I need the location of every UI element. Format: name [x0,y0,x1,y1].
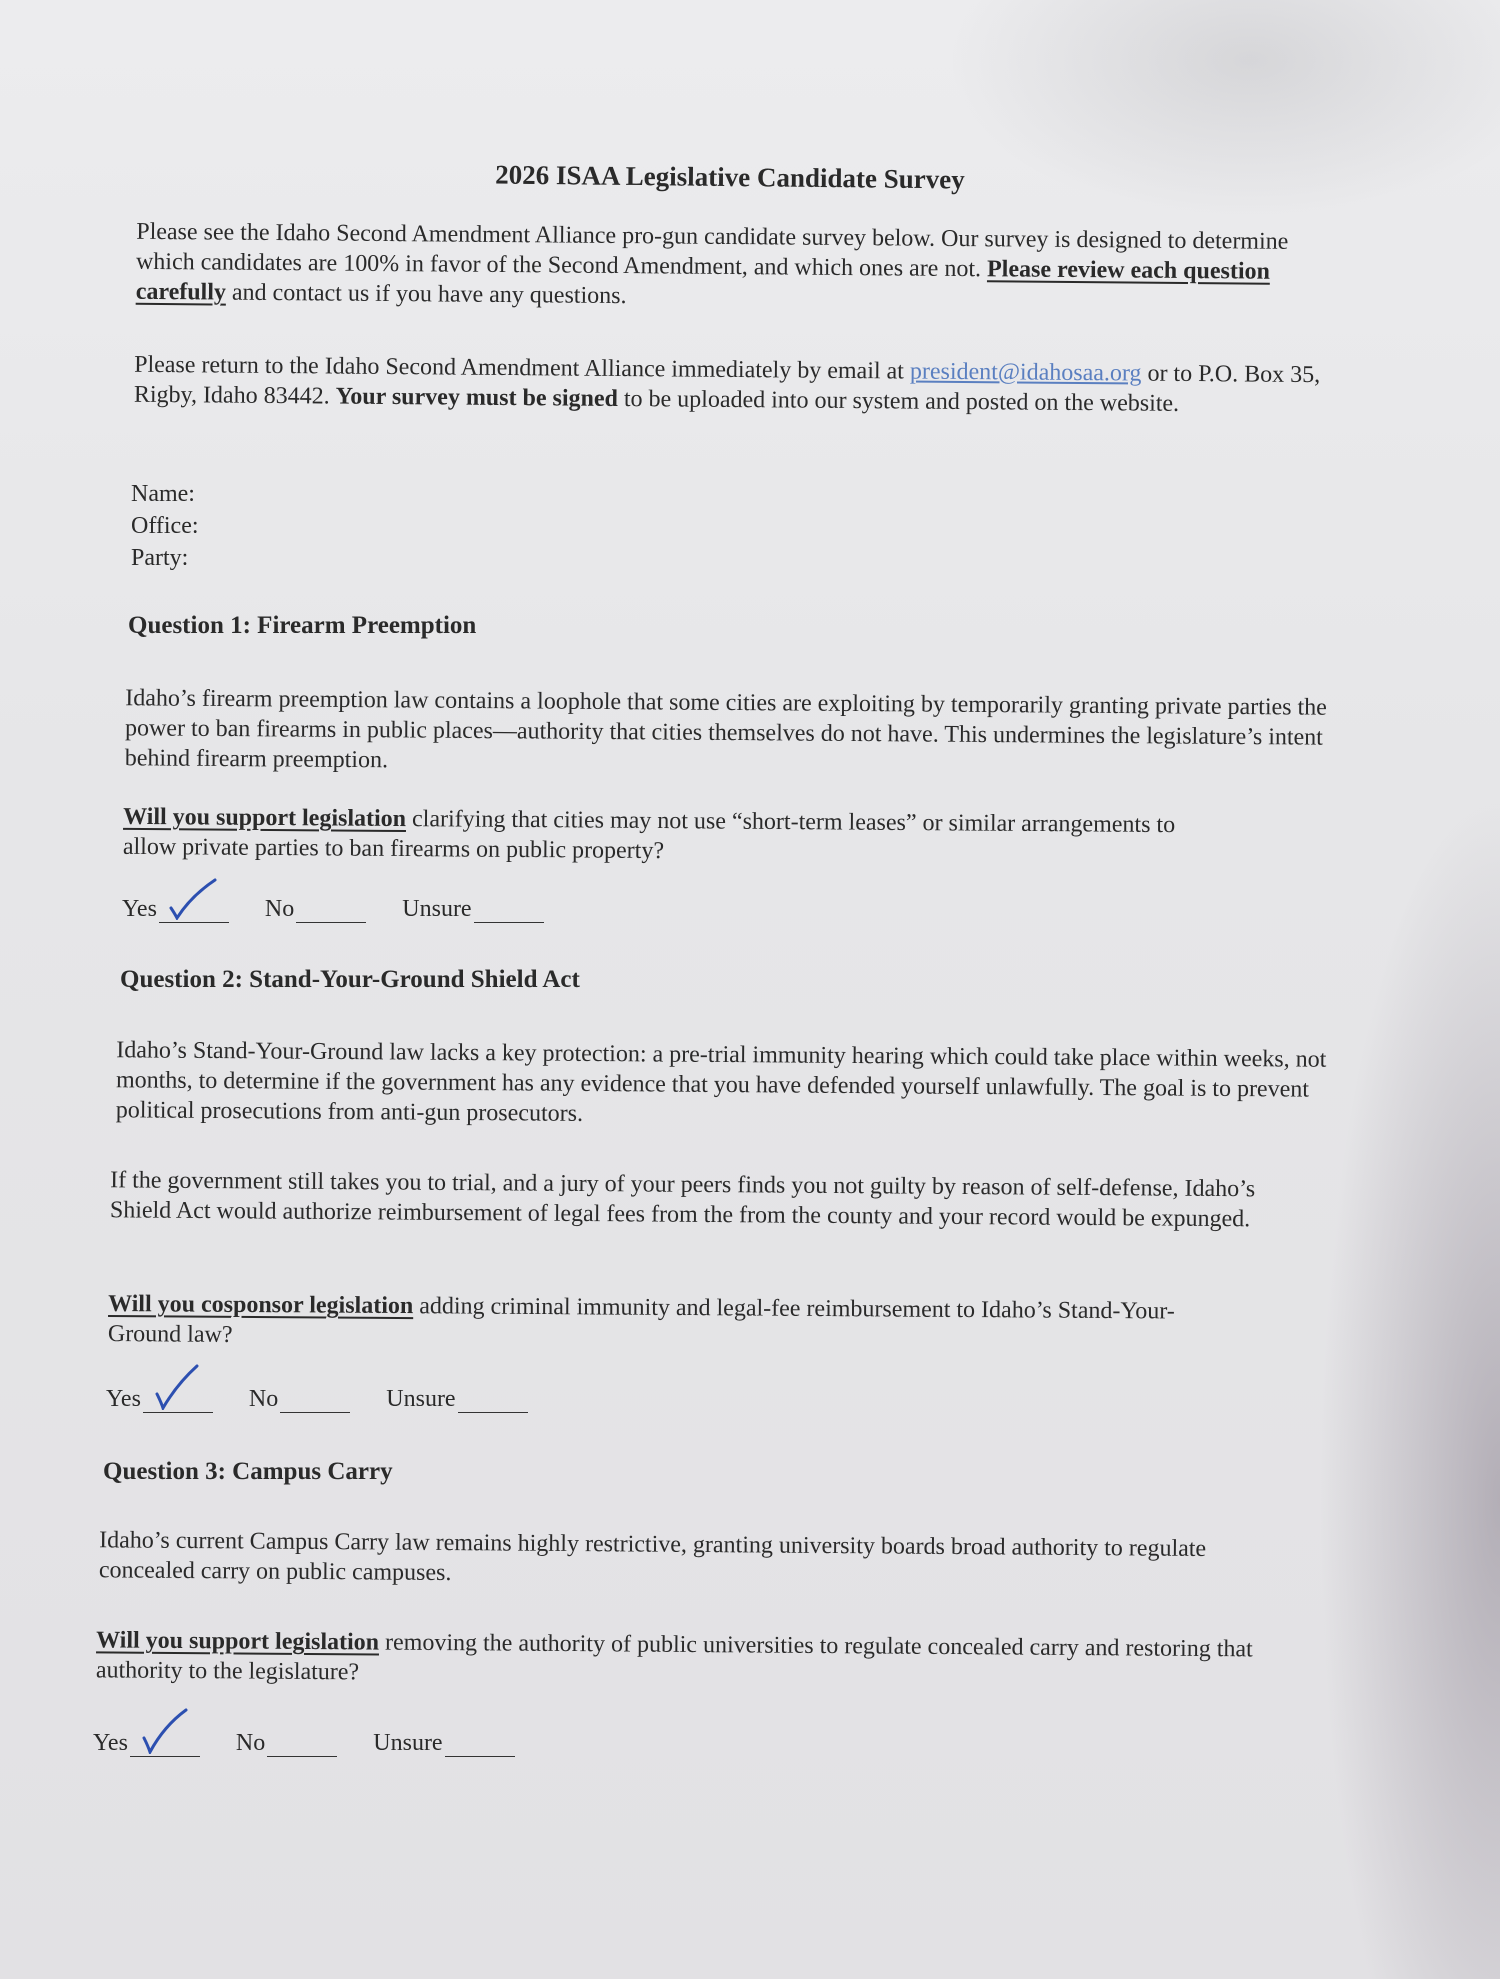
question-1-prompt-text: clarifying that cities may not use “short-term leases” or similar arrangements to allow private parties to ban firearms on public property? [122,806,1176,865]
question-3-title: Question 3: Campus Carry [103,1458,393,1485]
name-field[interactable]: Name: [131,481,195,507]
checkmark-icon [136,1708,192,1754]
office-field[interactable]: Office: [131,513,199,539]
party-field[interactable]: Party: [131,545,189,571]
answer-unsure[interactable]: Unsure [386,1386,527,1413]
question-2-title: Question 2: Stand-Your-Ground Shield Act [120,966,580,993]
return-text: or to P.O. Box 35, Rigby, Idaho 83442. [133,360,1321,410]
checkmark-icon [149,1364,205,1410]
question-2-paragraph: If the government still takes you to trial, and a jury of your peers finds you not guilty by reason of self-defense, Idaho’s Shield Act would authorize reimbursement of legal fees from the from the county and your record would be expunged. [109,1167,1256,1233]
question-3-paragraph: Idaho’s current Campus Carry law remains highly restrictive, granting university boards broad authority to regulate concealed carry on public campuses. [98,1527,1207,1587]
signed-emphasis: Your survey must be signed [335,383,619,412]
return-text: to be uploaded into our system and posted on the website. [617,385,1180,417]
answer-no[interactable]: No [236,1730,337,1757]
question-1-title: Question 1: Firearm Preemption [128,612,477,639]
email-link[interactable]: president@idahosaa.org [909,358,1142,387]
question-2-paragraph: Idaho’s Stand-Your-Ground law lacks a key protection: a pre-trial immunity hearing which could take place within weeks, not months, to determine if the government has any evidence that you have defended yourself unlawfully. The goal is to prevent political prosecutions from anti-gun prosecutors. [115,1037,1327,1127]
question-1-answers [122,896,580,923]
question-1-body [125,683,1336,783]
intro-paragraph-1 [136,217,1327,317]
question-3-body [99,1525,1299,1594]
question-2-prompt-text: adding criminal immunity and legal-fee reimbursement to Idaho’s Stand-Your-Ground law? [107,1293,1175,1348]
checkmark-icon [165,874,221,920]
answer-yes[interactable]: Yes [93,1730,200,1757]
return-text: Please return to the Idaho Second Amendment Alliance immediately by email at [134,351,911,385]
answer-yes[interactable]: Yes [122,896,229,923]
answer-unsure[interactable]: Unsure [373,1730,514,1757]
review-emphasis: Please review each question carefully [135,256,1271,306]
question-3-prompt [96,1625,1286,1694]
question-3-prompt-text: removing the authority of public universities to regulate concealed carry and restoring that authority to the legislature? [95,1629,1253,1686]
page-title: 2026 ISAA Legislative Candidate Survey [495,159,965,195]
answer-no[interactable]: No [265,896,366,923]
question-2-body-2 [110,1165,1310,1234]
intro-text: and contact us if you have any questions. [225,279,627,310]
question-3-prompt-lead: Will you support legislation [96,1627,380,1656]
question-1-prompt-lead: Will you support legislation [123,803,407,833]
question-1-prompt [123,802,1183,870]
intro-paragraph-2 [134,350,1334,420]
question-2-answers [106,1386,564,1413]
question-2-prompt [108,1289,1248,1357]
question-2-body-1 [116,1035,1332,1135]
question-2-prompt-lead: Will you cosponsor legislation [108,1291,414,1320]
answer-no[interactable]: No [249,1386,350,1413]
answer-yes[interactable]: Yes [106,1386,213,1413]
answer-unsure[interactable]: Unsure [402,896,543,923]
intro-text: Please see the Idaho Second Amendment Alliance pro-gun candidate survey below. Our survey is designed to determine which candidates are 100% in favor of the Second Amendment, and which ones are not. [135,218,1289,283]
candidate-fields [131,478,199,574]
question-3-answers [93,1730,551,1757]
question-1-paragraph: Idaho’s firearm preemption law contains a loophole that some cities are exploiting by temporarily granting private parties the power to ban firearms in public places—authority that cities themselves do not have. This undermines the legislature’s intent behind firearm preemption. [124,685,1327,774]
